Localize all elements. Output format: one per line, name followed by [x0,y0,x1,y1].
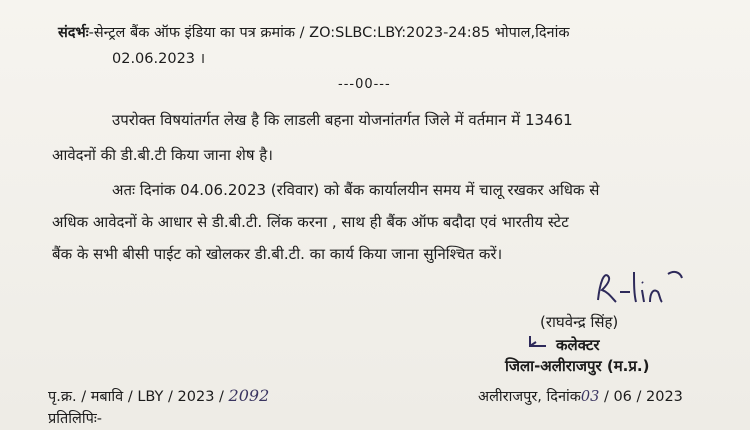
place-date [478,386,683,406]
signatory-name: (राघवेन्द्र सिंह) [540,313,619,331]
reference-date: 02.06.2023 । [112,51,206,67]
signatory-district: जिला-अलीराजपुर (म.प्र.) [505,357,650,375]
date-suffix: / 06 / 2023 [599,389,683,405]
reference-number-prefix: पृ.क्र. / मबावि / LBY / 2023 / [48,389,224,405]
paragraph-2-line-1: अतः दिनांक 04.06.2023 (रविवार) को बैंक कार्यालयीन समय में चालू रखकर अधिक से [112,181,600,199]
reference-number [48,386,269,406]
paragraph-1-line-2: आवेदनों की डी.बी.टी किया जाना शेष है। [52,146,273,164]
paragraph-1-line-1: उपरोक्त विषयांतर्गत लेख है कि लाडली बहना योजनांतर्गत जिले में वर्तमान में 13461 [112,111,573,129]
reference-line [58,22,569,42]
reference-number-handwritten: 2092 [228,386,270,405]
paragraph-2-line-2: अधिक आवेदनों के आधार से डी.बी.टी. लिंक करना , साथ ही बैंक ऑफ बदौदा एवं भारतीय स्टेट [52,213,569,231]
signatory-designation: कलेक्टर [556,336,600,354]
arrow-mark-icon [526,334,550,350]
date-handwritten: 03 [580,389,600,405]
reference-label: संदर्भः [58,25,89,41]
place-prefix: अलीराजपुर, दिनांक [478,389,581,405]
copy-label: प्रतिलिपिः- [48,411,103,427]
reference-text: -सेन्ट्रल बैंक ऑफ इंडिया का पत्र क्रमांक / ZO:SLBC:LBY:2023-24:85 भोपाल,दिनांक [88,25,570,41]
separator: ---00--- [338,77,391,92]
handwritten-signature [590,262,690,312]
paragraph-2-line-3: बैंक के सभी बीसी पाईट को खोलकर डी.बी.टी. का कार्य किया जाना सुनिश्चित करें। [52,245,503,263]
